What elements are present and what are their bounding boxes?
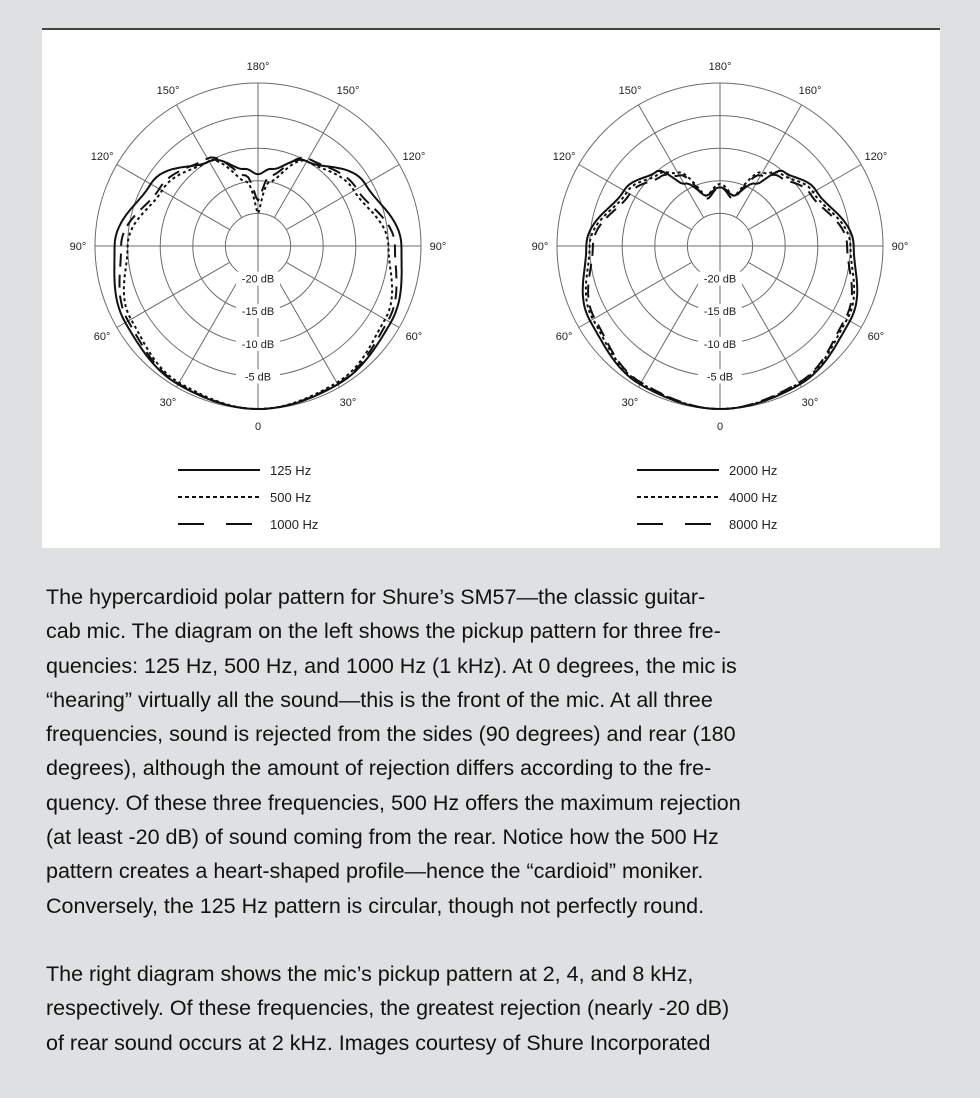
angle-label: 30° — [159, 396, 177, 409]
caption-p1-line: Conversely, the 125 Hz pattern is circular, though not perfectly round. — [46, 893, 705, 918]
polar-spoke — [748, 262, 861, 327]
caption-p1-line: The hypercardioid polar pattern for Shure’s SM57—the classic guitar- — [46, 585, 706, 609]
figure-panel — [42, 28, 940, 548]
caption-p1-line: quencies: 125 Hz, 500 Hz, and 1000 Hz (1 kHz). At 0 degrees, the mic is — [46, 653, 737, 678]
legend-label: 500 Hz — [270, 490, 312, 505]
angle-label: 120° — [864, 151, 888, 163]
angle-label: 120° — [90, 151, 114, 163]
caption-paragraph-2 — [46, 957, 951, 1060]
legend-label: 125 Hz — [270, 463, 312, 478]
angle-label: 150° — [336, 85, 360, 98]
angle-label: 160° — [798, 85, 822, 98]
angle-label: 120° — [402, 151, 426, 163]
polar-spoke — [639, 105, 704, 218]
polar-charts — [42, 30, 940, 548]
polar-spoke — [274, 274, 339, 387]
db-label: -5 dB — [244, 371, 272, 384]
db-label: -20 dB — [241, 273, 275, 286]
caption-p1-line: (at least -20 dB) of sound coming from the rear. Notice how the 500 Hz — [46, 825, 719, 850]
angle-label: 180° — [708, 61, 732, 73]
caption-p1-line: degrees), although the amount of rejection differs according to the fre- — [46, 756, 712, 781]
caption-p1-line: frequencies, sound is rejected from the sides (90 degrees) and rear (180 — [46, 722, 736, 747]
angle-label: 0 — [716, 421, 724, 433]
left-polar-pattern — [70, 61, 447, 532]
figure-caption — [46, 580, 951, 1060]
angle-label: 30° — [801, 396, 819, 409]
legend-label: 4000 Hz — [729, 490, 778, 505]
angle-label: 90° — [429, 241, 447, 253]
angle-label: 60° — [93, 331, 111, 343]
caption-p2-line: of rear sound occurs at 2 kHz. Images courtesy of Shure Incorporated — [46, 1030, 711, 1055]
angle-label: 60° — [555, 331, 573, 343]
polar-spoke — [117, 262, 230, 327]
angle-label: 0 — [254, 421, 262, 433]
angle-label: 30° — [339, 396, 357, 409]
caption-p1-line: “hearing” virtually all the sound—this is the front of the mic. At all three — [46, 687, 713, 712]
caption-p2-line: respectively. Of these frequencies, the greatest rejection (nearly -20 dB) — [46, 996, 730, 1021]
db-label: -10 dB — [241, 338, 275, 351]
polar-spoke — [736, 274, 801, 387]
angle-label: 30° — [621, 396, 639, 409]
db-label: -15 dB — [241, 306, 275, 319]
angle-label: 60° — [867, 331, 885, 343]
right-polar-pattern — [532, 61, 909, 532]
angle-label: 90° — [531, 241, 549, 253]
caption-p1-line: pattern creates a heart-shaped profile—hence the “cardioid” moniker. — [46, 859, 704, 884]
polar-spoke — [177, 274, 242, 387]
angle-label: 180° — [246, 61, 270, 73]
angle-label: 90° — [69, 241, 87, 253]
db-label: -15 dB — [703, 306, 737, 319]
legend-label: 1000 Hz — [270, 517, 319, 532]
db-label: -20 dB — [703, 273, 737, 286]
caption-p1-line: cab mic. The diagram on the left shows the pickup pattern for three fre- — [46, 619, 721, 644]
legend-label: 8000 Hz — [729, 517, 778, 532]
db-label: -5 dB — [706, 371, 734, 384]
angle-label: 90° — [891, 241, 909, 253]
polar-spoke — [286, 165, 399, 230]
angle-label: 150° — [618, 85, 642, 98]
legend-label: 2000 Hz — [729, 463, 778, 478]
polar-spoke — [286, 262, 399, 327]
caption-paragraph-1 — [46, 580, 951, 923]
polar-spoke — [736, 105, 801, 218]
db-label: -10 dB — [703, 338, 737, 351]
angle-label: 150° — [156, 85, 180, 98]
angle-label: 60° — [405, 331, 423, 343]
polar-spoke — [639, 274, 704, 387]
caption-p1-line: quency. Of these three frequencies, 500 Hz offers the maximum rejection — [46, 790, 741, 815]
angle-label: 120° — [552, 151, 576, 163]
caption-p2-line: The right diagram shows the mic’s pickup pattern at 2, 4, and 8 kHz, — [46, 961, 694, 986]
polar-spoke — [579, 262, 692, 327]
